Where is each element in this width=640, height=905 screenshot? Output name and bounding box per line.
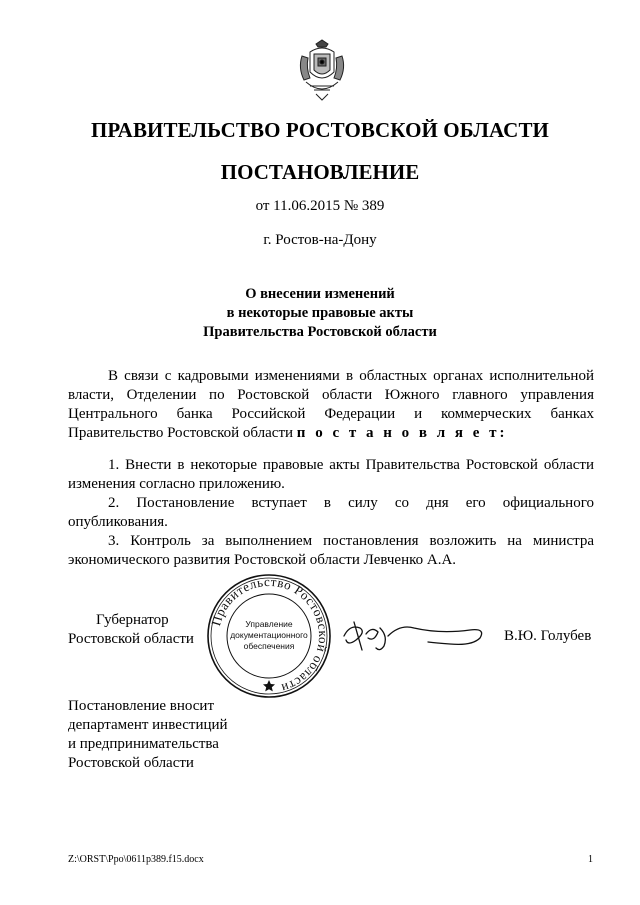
footer-page-number: 1 [588,854,593,865]
signatory-title-line1: Губернатор [96,612,169,628]
document-type: ПОСТАНОВЛЕНИЕ [220,160,420,184]
document-date-number: от 11.06.2015 № 389 [255,198,385,214]
preamble-last-prefix: Правительство Ростовской области [68,425,294,441]
item-3-first: 3. Контроль за выполнением постановления возложить на министра [108,533,594,549]
decree-word: п о с т а н о в л я е т: [296,425,508,441]
preamble-line: Центрального банка Российской Федерации и коммерческих банках [68,406,594,422]
subject-line: О внесении изменений [245,286,395,302]
signatory-title-line2: Ростовской области [68,631,194,647]
signatory-title [68,611,208,649]
official-seal-icon [205,572,333,700]
seal-inner-line3: обеспечения [243,641,295,651]
item-2-rest: опубликования. [68,514,168,530]
submitter-line: Постановление вносит [68,698,215,714]
footer-file-path: Z:\ORST\Ppo\0611p389.f15.docx [68,854,204,865]
seal-inner-line2: документационного [230,630,308,640]
preamble-line: власти, Отделении по Ростовской области Южного главного управления [68,387,594,403]
seal-inner-line1: Управление [245,619,293,629]
preamble-line-last [68,424,594,443]
submitter-block [68,697,228,773]
submitter-line: Ростовской области [68,755,194,771]
seal-ring-text: Правительство Ростовской области [208,573,332,697]
preamble-line: В связи с кадровыми изменениями в областных органах исполнительной [108,368,594,384]
document-subject [0,285,640,342]
signatory-name: В.Ю. Голубев [504,628,592,644]
preamble-paragraph [68,367,594,443]
subject-line: в некоторые правовые акты [226,305,414,321]
document-city: г. Ростов-на-Дону [263,232,377,248]
organization-title: ПРАВИТЕЛЬСТВО РОСТОВСКОЙ ОБЛАСТИ [91,118,549,142]
submitter-line: департамент инвестиций [68,717,228,733]
coat-of-arms-icon [296,38,348,102]
item-1-first: 1. Внести в некоторые правовые акты Правительства Ростовской области [108,457,594,473]
submitter-line: и предпринимательства [68,736,219,752]
subject-line: Правительства Ростовской области [203,324,437,340]
item-3-rest: экономического развития Ростовской области Левченко А.А. [68,552,457,568]
item-2-first: 2. Постановление вступает в силу со дня его официального [108,495,594,511]
item-1-rest: изменения согласно приложению. [68,476,285,492]
handwritten-signature-icon [340,614,490,656]
decree-items [68,456,594,570]
